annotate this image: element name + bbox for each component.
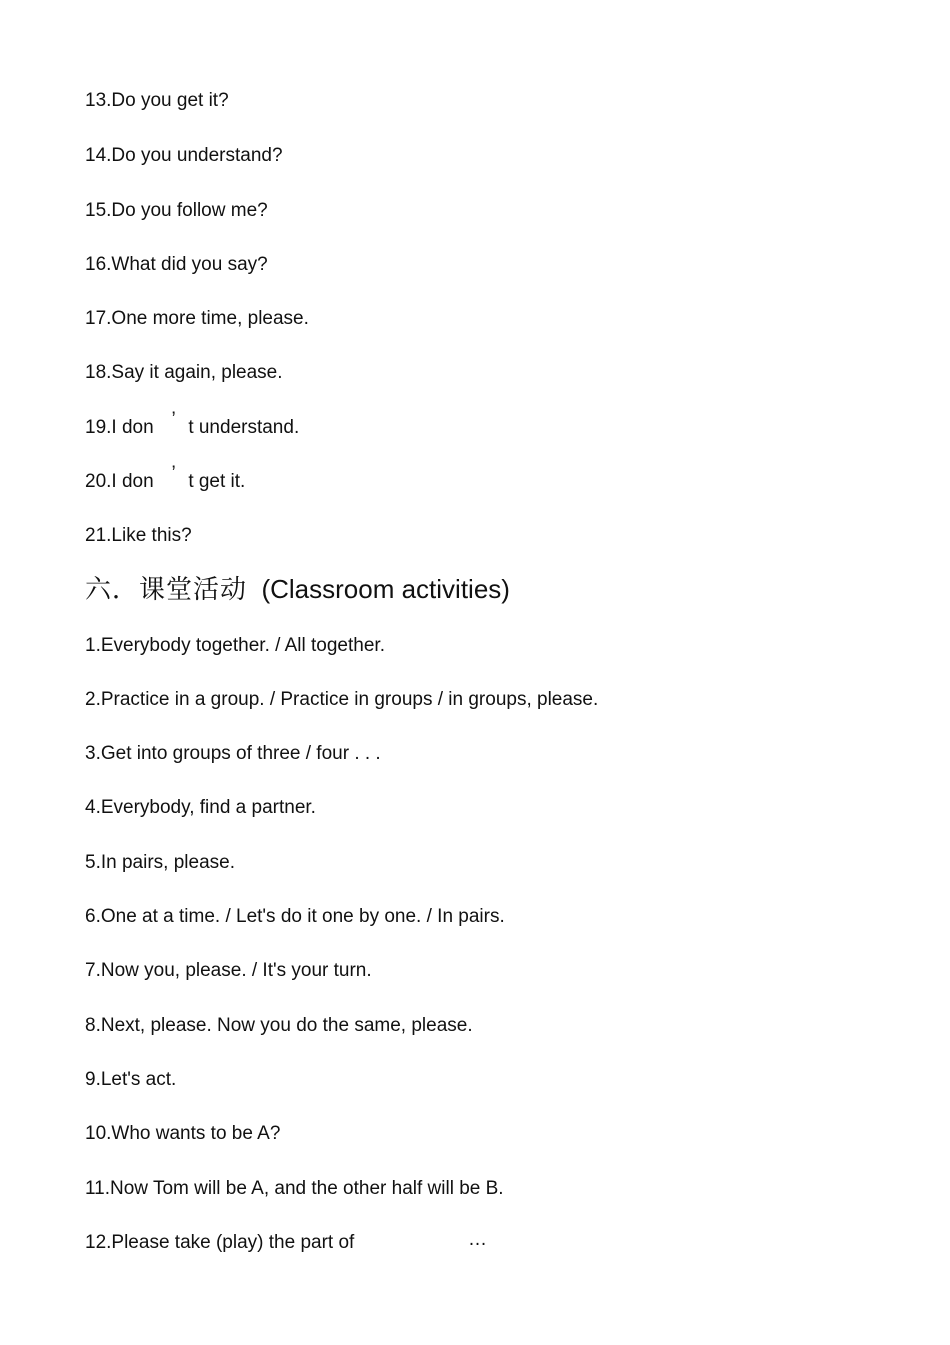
phrase-text: 20.I don (85, 471, 154, 492)
activity-item: 9.Let's act. (85, 1069, 177, 1090)
phrase-text: t understand. (188, 417, 300, 438)
phrase-text: 19.I don (85, 417, 154, 438)
phrase-item-19 (85, 409, 300, 440)
activity-item: 7.Now you, please. / It's your turn. (85, 960, 372, 981)
apostrophe: ’ (171, 409, 176, 430)
activity-item: 12.Please take (play) the part of (85, 1232, 355, 1253)
activity-item: 8.Next, please. Now you do the same, please. (85, 1015, 473, 1036)
phrase-text: t get it. (188, 471, 246, 492)
activity-item: 6.One at a time. / Let's do it one by one. / In pairs. (85, 906, 505, 927)
activity-item: 1.Everybody together. / All together. (85, 635, 385, 656)
section-heading-en: (Classroom activities) (261, 574, 510, 604)
activity-item: 5.In pairs, please. (85, 852, 235, 873)
phrase-item: 15.Do you follow me? (85, 200, 268, 221)
activity-item: 11.Now Tom will be A, and the other half will be B. (85, 1178, 504, 1199)
apostrophe: ’ (171, 463, 176, 484)
phrase-item: 18.Say it again, please. (85, 362, 283, 383)
section-heading-cn: 六．课堂活动 (85, 575, 248, 605)
section-heading (85, 573, 510, 606)
activity-item: 10.Who wants to be A? (85, 1123, 281, 1144)
phrase-item: 21.Like this? (85, 525, 192, 546)
activity-item: 2.Practice in a group. / Practice in groups / in groups, please. (85, 689, 599, 710)
activity-item: 3.Get into groups of three / four . . . (85, 743, 381, 764)
phrase-item: 16.What did you say? (85, 254, 268, 275)
ellipsis: … (468, 1229, 487, 1250)
phrase-item: 13.Do you get it? (85, 90, 229, 111)
phrase-item: 17.One more time, please. (85, 308, 309, 329)
phrase-item-20 (85, 463, 246, 494)
activity-item: 4.Everybody, find a partner. (85, 797, 316, 818)
phrase-item: 14.Do you understand? (85, 145, 283, 166)
